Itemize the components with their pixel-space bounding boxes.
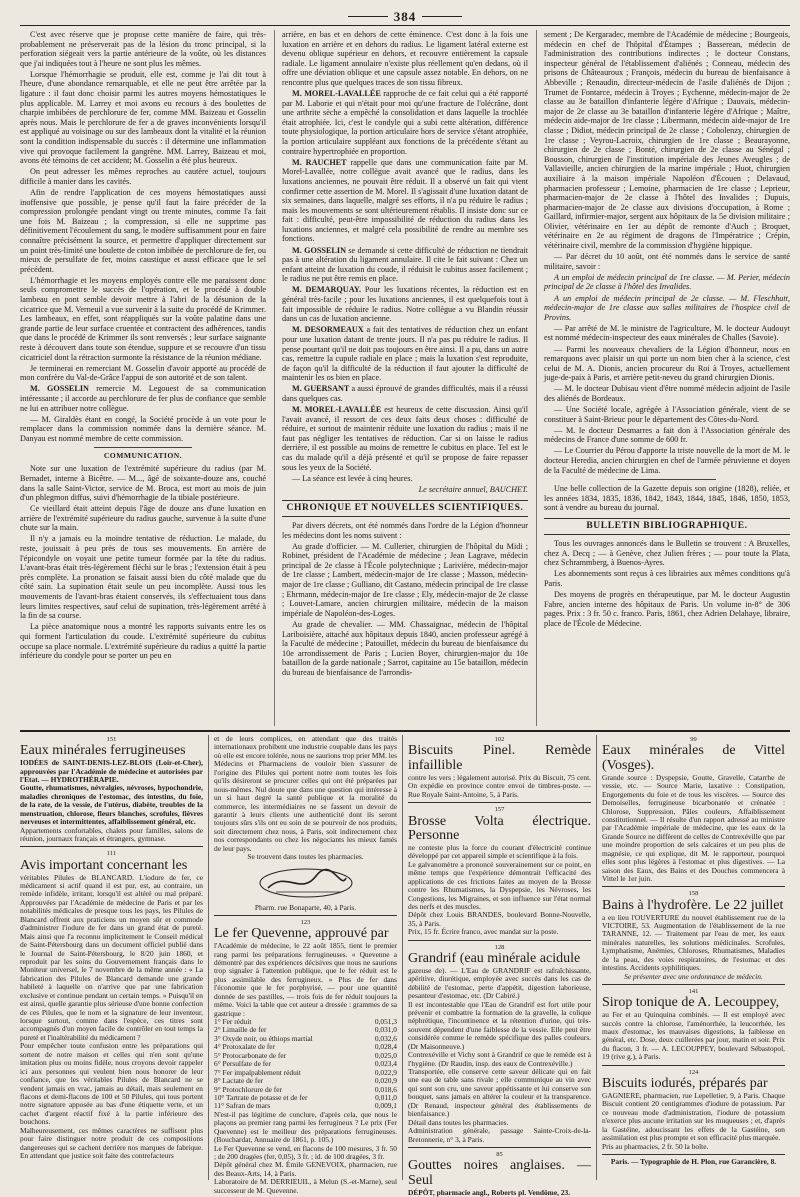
ad-body: GAGNIERE, pharmacien, rue Lepelletier, 9, à Paris. Chaque Biscuit contient 20 centigrammes d'iodure de potassium. Par ce nouveau mode d'administration, l'iodure de potassium n'exerce plus aucune irritation sur les muqueuses ; et, d'après la Gastéine, adoucissant les effets de la Gastéine, son assimilation est plus prompte et son efficacité plus marquée.	[602, 1090, 785, 1143]
paragraph: — Parmi les nouveaux chevaliers de la Légion d'honneur, nous en remarquons avec plaisir un qui porte un nom bien cher à la science, c'est celui de M. A. Dionis, ancien procureur du Roi à Troyes, actuellement juge-de-paix à Paris, et arrière petit-neveu du grand chirurgien Dionis.	[544, 344, 790, 383]
paragraph: Au grade d'officier. — M. Cullerier, chirurgien de l'hôpital du Midi ; Robinet, président de l'Académie de médecine ; Jean Lagrave, médecin principal de 2e classe à l'École polytechnique ; Larivière, médecin-major de 1re classe ; Lambert, médecin-major de 1re classe ; Masson, médecin-major de 1re classe ; Gulliano, dit Castano, médecin principal de 1re classe ; Ehrmann, médecin-major de 1re classe ; Ely, médecin-major de 2e classe ; Louvet-Lamare, ancien chirurgien militaire, médecin de la maison impériale de Napoléon-des-Loges.	[282, 541, 528, 618]
ad-body: Contrexéville et Vichy sont à Grandrif ce que le remède est à l'hygiène. (Dr Raudin, insp. des eaux de Contrexéville.)	[408, 1050, 591, 1068]
paragraph: — Le Courrier du Pérou d'apporte la triste nouvelle de la mort de M. le docteur Heredia, ancien chirurgien en chef de l'armée péruvienne et doyen de la Faculté de médecine de Lima.	[544, 446, 790, 475]
row-label: 4° Protoxalate de fer	[214, 1042, 276, 1052]
ad-body: Malheureusement, ces mêmes caractères ne suffisent plus pour faire distinguer notre produit de ces compositions dangereuses qui se cachent derrière nos marques de fabrique. En attendant que justice soit faite des contrefacteurs	[20, 1125, 203, 1160]
row-value: 0,011,0	[375, 1092, 397, 1102]
ad-number: 141	[688, 988, 699, 996]
ad-body: Prix, 15 fr. Écrire franco, avec mandat sur la poste.	[408, 927, 559, 937]
header-rule-right	[422, 16, 462, 17]
column-1	[20, 30, 266, 726]
ad-separator	[408, 1147, 591, 1148]
ad-title: Gouttes noires anglaises. — Seul	[408, 1158, 591, 1189]
ad-column-3	[402, 735, 596, 1197]
divider	[618, 479, 716, 480]
paragraph	[282, 158, 528, 244]
ad-body: l'Académie de médecine, le 22 août 1855, tient le premier rang parmi les préparations ferrugineuses. « Quevenne a démontré par des expériences décisives que nous ne saurions trop signaler à l'attention publique, que le fer réduit est le plus assimilable des ferrugineux. » Plus de fer dans l'économie que le fer porphyrisé, — pour une quantité donnée de ses pastilles, — trois fois de fer réduit toujours la même. Voici la table que cet auteur a dressée : grammes de sa gastrique :	[214, 941, 397, 1018]
ad-title: Eaux minérales de Vittel (Vosges).	[602, 743, 785, 774]
ad-body: Goutte, rhumatismes, névralgies, névroses, hypochondrie, maladies chroniques de l'estomac, des intestins, du foie, de la rate, de la vessie, de l'utérus, diabète, troubles de la menstruation, chlorose, fleurs blanches, scrofules, fièvres nerveuses et intermittentes, affaiblissement général, etc.	[20, 783, 203, 827]
speaker-name: M. MOREL-LAVALLÉE	[292, 405, 382, 415]
speaker-text: Pour les luxations récentes, la réduction est en général très-facile ; pour les luxations anciennes, il est quelquefois tout à fait impossible de réduire le radius. Notre collègue a vu Blandin réussir dans un cas de luxation ancienne.	[282, 285, 528, 324]
divider	[94, 447, 192, 448]
ad-separator	[408, 940, 591, 941]
ad-body: Laboratoire de M. DERRIEUIL, à Melun (S.-et-Marne), seul successeur de M. Quevenne.	[214, 1177, 397, 1195]
ad-column-4	[596, 735, 790, 1180]
ad-body: véritables Pilules de BLANCARD. L'iodure de fer, ce médicament si actif quand il est pur, est, au contraire, un remède infidèle, irritant, lorsqu'il est altéré ou mal préparé. Approuvées par l'Académie de médecine de Paris et par les notabilités médicales de presque tous les pays, les Pilules de Blancard offrent aux praticiens un moyen sûr et commode d'administrer l'iodure de fer dans un grand état de pureté. Mais ainsi que l'a reconnu implicitement le Conseil médical de Saint-Pétersbourg dans un document officiel publié dans le Journal de Saint-Pétersbourg, le 8/20 juin 1860, et reproduit par les soins du Gouvernement français dans le Moniteur universel, le 7 novembre de la même année : « La fabrication des Pilules de Blancard demande une grande habileté à laquelle on n'arrive que par une fabrication exclusive et continue pendant un certain temps. » Puisqu'il en est ainsi, quelle garantie plus sérieuse d'une bonne confection de ces Pilules, que le nom et la signature de leur inventeur, lorsque surtout, comme dans l'espèce, ces titres sont accompagnés d'un moyen facile de contrôler en tout temps la pureté et l'inaltérabilité du médicament ?	[20, 872, 203, 1042]
row-value: 0,032,6	[374, 1033, 397, 1043]
ad-body: et de leurs complices, en attendant que des traités internationaux prohibent une industrie coupable dans les pays où elle est encore tolérée, nous ne saurions trop prier MM. les Médecins et Pharmaciens de vouloir bien s'assurer de l'origine des Pilules qui portent notre nom toutes les fois qu'ils désireront se procurer celles qui ont été préparées par nous-mêmes. Nul doute que dans une question qui intéresse à un si haut degré la santé publique et la moralité du commerce, les intermédiaires ne se fassent un devoir de garantir à leurs clients une authenticité dont ils seront toujours sûrs s'ils ont eu soin de se pourvoir de nos produits, soit directement chez nous, à Paris, soit indirectement chez nos correspondants ou chez les négociants les mieux famés de leur pays.	[214, 734, 397, 853]
ad-body: Administration générale, passage Sainte-Croix-de-la-Bretonnerie, n° 3, à Paris.	[408, 1126, 591, 1144]
ad-body: Détail dans toutes les pharmacies.	[408, 1117, 509, 1127]
row-value: 0,025,0	[374, 1050, 397, 1060]
paragraph: Tous les ouvrages annoncés dans le Bulletin se trouvent : A Bruxelles, chez A. Decq ; — à Genève, chez Julien frères ; — pour toute la Plata, chez Schrammberg, à Buenos-Ayres.	[544, 539, 790, 568]
article-columns	[20, 30, 790, 726]
ad-fer-quevenne	[214, 927, 397, 1195]
ad-body: DÉPÔT, pharmacie angl., Roberts pl. Vendôme, 23.	[408, 1187, 571, 1197]
ad-brosse-volta	[408, 815, 591, 937]
header-rule-left	[348, 16, 388, 17]
advertisements	[20, 730, 790, 1197]
ad-title: Brosse Volta électrique. Personne	[408, 813, 591, 844]
section-title: CHRONIQUE ET NOUVELLES SCIENTIFIQUES.	[282, 500, 528, 517]
paragraph: C'est avec réserve que je propose cette manière de faire, qui très-probablement ne préserverait pas de la lésion du tronc principal, si la perforation siégeait vers la partie antérieure de la voûte, où les distances que j'ai indiquées tout à l'heure ne sont plus les mêmes.	[20, 30, 266, 68]
paragraph: — Une Société locale, agrégée à l'Association générale, vient de se constituer à Saint-Brieuc pour le département des Côtes-du-Nord.	[544, 405, 790, 424]
row-value: 0,020,9	[374, 1076, 397, 1086]
ad-number: 158	[688, 890, 699, 898]
ad-footer: Appartements confortables, chalets pour familles, salons de réunion, journaux français et étrangers, gymnase.	[20, 825, 203, 844]
signature-stamp	[214, 866, 397, 900]
paragraph	[282, 285, 528, 323]
paragraph: — M. le docteur Dubisau vient d'être nommé médecin adjoint de l'asile des aliénés de Bordeaux.	[544, 384, 790, 403]
paragraph: A un emploi de médecin principal de 2e classe. — M. Fleschhutt, médecin-major de 1re classe aux salles militaires de l'hospice civil de Provins.	[544, 293, 790, 322]
row-value: 0,023,4	[374, 1059, 397, 1069]
ad-biscuits-pinel	[408, 744, 591, 799]
ad-number: 123	[300, 919, 311, 926]
ad-body: Pour empêcher toute confusion entre les préparations qui sortent de notre maison et celles qui n'en sont qu'une imitation plus ou moins fidèle, nous croyons devoir rappeler ici aux personnes qui veulent bien nous honorer de leur confiance, que les véritables Pilules de Blancard ne se vendent jamais en vrac, jamais au détail, mais seulement en flacons et demi-flacons de 100 et 50 Pilules, qui tous portent notre signature apposée au bas d'une étiquette verte, et un cachet d'argent réactif fixé à la partie inférieure des bouchons.	[20, 1041, 203, 1127]
paragraph: — La séance est levée à cinq heures.	[292, 473, 413, 483]
section-heading: COMMUNICATION.	[103, 451, 183, 461]
page-number: 384	[393, 8, 417, 24]
paragraph: Par divers décrets, ont été nommés dans l'ordre de la Légion d'honneur les médecins dont les noms suivent :	[282, 521, 528, 540]
row-label: 9° Protochlorure de fer	[214, 1084, 283, 1094]
row-label: 5° Protocarbonate de fer	[214, 1050, 287, 1060]
ad-column-1	[20, 735, 208, 1180]
ad-gouttes-noires	[408, 1159, 591, 1197]
ad-title: Grandrif (eau minérale acidule	[408, 951, 581, 967]
ad-body: Dépôt général chez M. Émile GENEVOIX, pharmacien, rue des Beaux-Arts, 14, à Paris.	[214, 1160, 397, 1178]
speaker-name: M. DESORMEAUX	[292, 325, 364, 335]
paragraph: — Par arrêté de M. le ministre de l'agriculture, M. le docteur Audouyt est nommé médecin-inspecteur des eaux minérales de Challes (Savoie).	[544, 323, 790, 343]
speaker-text: a fait des tentatives de réduction chez un enfant pour une luxation datant de trente jours. Il n'a pas pu réduire le radius. Il pense pourtant qu'il ne doit pas toujours en être ainsi. Il a pu, dans un autre cas, remettre la cupule radiale en place ; mais la luxation s'est reproduite, de façon qu'il la difficulté de la réduction il faut ajouter la difficulté de maintenir les os bien en place.	[282, 325, 528, 383]
ad-pilules-blancard	[20, 859, 203, 1161]
speaker-name: M. GUERSANT	[292, 384, 350, 394]
ad-number: 124	[688, 1068, 699, 1076]
signature-stamp-icon	[246, 866, 366, 900]
ad-body: contre les vers ; légalement autorisé. Prix du Biscuit, 75 cent. On expédie en province contre envoi de timbres-poste. — Rue Royale Saint-Antoine, 5, à Paris.	[408, 772, 591, 799]
running-header	[20, 8, 790, 26]
ad-body: N'est-il pas légitime de conclure, d'après cela, que nous le plaçons au premier rang parmi les ferrugineux ? Le prix (Fer Quevenne) est le meilleur des préparations ferrugineuses. (Bouchardat, Annuaire de 1861, p. 105.)	[214, 1109, 397, 1145]
paragraph	[282, 246, 528, 284]
secretary-signature: Le secrétaire annuel, BAUCHET.	[418, 485, 528, 495]
ad-title: Sirop tonique de A. Lecouppey,	[602, 995, 780, 1011]
speaker-text: est heureux de cette discussion. Ainsi qu'il l'avait avancé, il ressort de ces deux faits deux choses : difficulté de réduire, et surtout de maintenir réduite une luxation du radius ; mais il ne faut pas négliger les tentatives de réduction. Car si on laisse le radius derrière, il est possible au moins de remettre le cubitus en place. Tel est le cas du malade qu'il a déjà présenté et qu'il se propose de faire repasser sous les yeux de la Société.	[282, 405, 528, 472]
row-value: 0,009,1	[374, 1101, 397, 1111]
row-label: 10° Tartrate de potasse et de fer	[214, 1092, 308, 1102]
ad-separator	[602, 1154, 785, 1155]
ad-eaux-ferrugineuses	[20, 744, 203, 843]
ad-separator	[408, 802, 591, 803]
paragraph: — Par décret du 10 août, ont été nommés dans le service de santé militaire, savoir :	[544, 252, 790, 271]
section-title: BULLETIN BIBLIOGRAPHIQUE.	[544, 518, 790, 535]
ad-eaux-vittel	[602, 744, 785, 883]
ad-sirop-lecouppey	[602, 996, 785, 1061]
ad-number: 111	[106, 850, 117, 858]
ad-body: au Fer et au Quinquina combinés. — Il est employé avec succès contre la chlorose, l'aménorrhée, la leucorrhée, les maux d'estomac, les mauvaises digestions, la faiblesse en général, etc. Dose, deux cuillerées par jour, matin et soir. Prix du flacon, 3 fr. — A. LECOUPPEY, boulevard Sébastopol, 19 (rive g.), à Paris.	[602, 1010, 785, 1062]
speaker-name: M. GOSSELIN	[30, 384, 89, 394]
paragraph: Note sur une luxation de l'extrémité supérieure du radius (par M. Bernadet, interne à Bicêtre. — M..., âgé de soixante-douze ans, couché dans la salle Saint-Victor, service de M. Broca, est mort au mois de juin d'un phlegmon diffus, suivi d'hémorrhagie de la tibiale postérieure.	[20, 464, 266, 503]
paragraph	[282, 405, 528, 472]
ad-body: gazeuse de). — L'Eau de GRANDRIF est rafraîchissante, apéritive, diurétique, employée avec succès dans les cas de débilité de l'estomac, perte d'appétit, digestion laborieuse, pesanteur d'estomac, etc. (Dr Cabiré.)	[408, 965, 591, 1001]
ad-number: 99	[690, 736, 697, 743]
paragraph: — M. Giraldès étant en congé, la Société procède à un vote pour le remplacer dans la commission nommée dans la dernière séance. M. Danyau est nommé membre de cette commission.	[20, 414, 266, 443]
row-label: 1° Fer réduit	[214, 1017, 252, 1027]
ad-body: Dépôt chez Louis BRANDES, boulevard Bonne-Nouvelle, 35, à Paris.	[408, 910, 591, 928]
quevenne-table	[214, 1018, 397, 1111]
row-label: 7° Fer impalpablement réduit	[214, 1067, 301, 1077]
paragraph: Les abonnements sont reçus à ces librairies aux mêmes conditions qu'à Paris.	[544, 569, 790, 588]
ad-title: Bains à l'hydrofère. Le 22 juillet	[602, 897, 784, 913]
speaker-name: M. MOREL-LAVALLÉE	[292, 89, 381, 99]
ad-body: ne conteste plus la force du courant d'électricité continue développé par cet appareil simple et scientifique à la fois.	[408, 842, 591, 861]
paragraph: A un emploi de médecin principal de 1re classe. — M. Perier, médecin principal de 2e classe à l'hôtel des Invalides.	[544, 272, 790, 292]
printer-imprint: Paris. — Typographie de H. Plon, rue Garancière, 8.	[610, 1156, 777, 1166]
paragraph: Une belle collection de la Gazette depuis son origine (1828), reliée, et les années 1834, 1835, 1836, 1842, 1843, 1844, 1845, 1846, 1850, 1853, sont à vendre au bureau du journal.	[544, 484, 790, 513]
paragraph: Lorsque l'hémorrhagie se produit, elle est, comme je l'ai dit tout à l'heure, d'une abondance remarquable, et elle ne peut être arrêtée par la ligature : il faut donc choisir parmi les autres moyens hémostatiques le plus applicable. M. Larrey et moi avons eu recours à des boulettes de charpie imbibées de perchlorure de fer, comme MM. Baizeau et Gosselin après nous. Mais le perchlorure de fer a de graves inconvénients lorsqu'il est appliqué au voisinage ou sur des lambeaux dont la vitalité et la réunion sont la condition indispensable du succès : il détermine une inflammation vive qui provoque facilement la gangrène. MM. Larrey, Baizeau et moi, avons été témoins de cet accident; M. Gosselin a été plus heureux.	[20, 69, 266, 166]
ad-separator	[20, 846, 203, 847]
paragraph: sement ; De Kergaradec, membre de l'Académie de médecine ; Bourgeois, médecin en chef de l'hôpital d'Étampes ; Basserean, médecin de l'administration des contributions indirectes ; le docteur Constans, inspecteur général de l'établissement d'aliénés ; Conneau, médecin des prisons de Châteauroux ; François, médecin du bureau de bienfaisance à Abbeville ; Renaudin, directeur-médecin de l'asile d'aliénés de Dijon ; Trumet de Fontarce, médecin à Troyes ; Eychenne, médecin-major de 2e classe au 3e bataillon d'infanterie légère d'Afrique ; Dauvais, médecin-major de 2e classe au 3e bataillon d'infanterie légère d'Afrique ; Maître, médecin aide-major de 1re classe ; Libermann, médecin aide-major de 1re classe ; Didiot, médecin principal de 2e classe ; Cobolenzy, chirurgien de 1re classe ; Veyrou-Lacroix, chirurgien de 1re classe ; Beaurayonne, chirurgien de 2e classe ; Bonté, chirurgien de 2e classe au Sénégal ; Bousson, chirurgien de l'institution impériale des Jeunes Aveugles ; de Vallavieille, ancien chirurgien de la marine impériale ; Huot, chirurgien auxiliaire à la maison impériale Napoléon d'Écouen ; Delavaud, pharmacien professeur ; Lemoine, pharmacien de 1re classe ; Leprieur, pharmacien-major de 2e classe à l'hôtel des Invalides ; Dupuis, pharmacien-major de 2e classe aux divisions d'occupation, à Rome ; Gaillard, infirmier-major, sergent aux hôpitaux de la 5e division militaire ; Olivier, vétérinaire en 1er au dépôt de remonte d'Auch ; Broquet, vétérinaire en 2e au régiment de dragons de l'Impératrice ; Crépin, vétérinaire civil, membre de la commission d'hygiène hippique.	[544, 30, 790, 251]
paragraph: Afin de rendre l'application de ces moyens hémostatiques aussi inoffensive que possible, je pense qu'il faut la faire précéder de la compression prolongée pendant vingt ou trente minutes, comme l'a fait une fois M. Baizeau ; la compression, si elle ne supprime pas définitivement l'écoulement du sang, le modère suffisamment pour en faire connaître précisément la source, et permettre d'appliquer directement sur un point très-limité une boulette de coton imbibée de perchlorure de fer, ou mieux de persulfate de fer, moins caustique et aussi efficace que le sel précédent.	[20, 188, 266, 274]
ad-column-2	[208, 734, 402, 1195]
row-value: 0,028,4	[374, 1042, 397, 1052]
paragraph: — M. le docteur Desmarres a fait don à l'Association générale des médecins de France d'une somme de 600 fr.	[544, 425, 790, 445]
ad-separator	[602, 886, 785, 887]
ad-number: 128	[494, 943, 505, 951]
row-value: 0,051,3	[374, 1017, 397, 1027]
paragraph: On peut adresser les mêmes reproches au cautère actuel, toujours difficile à manier dans les cavités.	[20, 167, 266, 186]
ad-title: Eaux minérales ferrugineuses	[20, 743, 186, 759]
speaker-text: se demande si cette difficulté de réduction ne tiendrait pas à une altération du ligament annulaire. Il cite le fait suivant : Chez un enfant atteint de luxation du coude, il réduisit le cubitus assez facilement ; le radius ne put être remis en place.	[282, 245, 528, 284]
paragraph	[282, 325, 528, 383]
speaker-text: rappelle que dans une communication faite par M. Morel-Lavallée, notre collègue avait avancé que le radius, dans les luxations anciennes, ne pouvait être réduit. Il a observé un fait qui vient confirmer cette assertion de M. Morel. Il s'agissait d'une luxation datant de six semaines, dans laquelle, malgré ses efforts, il n'a pu réduire le radius ; mais les mouvements se sont ultérieurement rétablis. Il insiste donc sur ce fait : difficulté, peut-être impossibilité de réduction du radius dans les luxations anciennes, et malgré cela possibilité de rendre au membre ses fonctions.	[282, 157, 528, 244]
ad-footer: Se présenter avec une ordonnance de médecin.	[624, 971, 763, 981]
speaker-name: M. RAUCHET	[292, 157, 347, 167]
speaker-name: M. DEMARQUAY.	[292, 285, 362, 295]
row-label: 11° Safran de mars	[214, 1101, 271, 1111]
row-value: 0,018,6	[374, 1084, 397, 1094]
ad-separator	[602, 984, 785, 985]
ad-body: Pris au pharmacies, 2 fr. 50 la boîte.	[602, 1141, 709, 1151]
row-label: 3° Oxyde noir, ou éthiops martial	[214, 1033, 313, 1043]
ad-blancard-continued	[214, 735, 397, 912]
ad-separator	[602, 1065, 785, 1066]
ad-footer: Se trouvent dans toutes les pharmacies.	[247, 852, 364, 862]
ad-title: Biscuits iodurés, préparés par	[602, 1076, 768, 1092]
paragraph: arrière, en bas et en dehors de cette éminence. C'est donc à la fois une luxation en arrière et en dehors du radius. Le ligament latéral externe est devenu oblique supérieur en dehors, et recouvre entièrement la capsule radiale. Le ligament annulaire n'existe plus réellement qu'en dedans, où il offre une déviation oblique et une capsule assez notable. En dehors, on ne rencontre plus que quelques traces de son tissu fibreux.	[282, 30, 528, 87]
ad-title: Le fer Quevenne, approuvé par	[214, 926, 389, 942]
ad-body: Le Fer Quevenne se vend, en flacons de 100 mesures, 3 fr. 50 ; de 200 dragées (fer, 0,05), 3 fr. ; id. de 100 dragées, 3 fr.	[214, 1143, 397, 1162]
ad-separator	[214, 915, 397, 916]
column-3	[536, 30, 790, 726]
row-value: 0,022,9	[374, 1067, 397, 1077]
paragraph	[282, 384, 528, 403]
speaker-name: M. GOSSELIN	[292, 245, 346, 255]
ad-body: a eu lieu l'OUVERTURE du nouvel établissement rue de la VICTOIRE, 53. Augmentation de l'établissement de la rue TARANNE, 12. — Traitement par l'eau de mer, les eaux minérales naturelles, les solutions médicinales. Scrofules, Lymphatisme, Anémies, Chloroses, Rhumatismes, Maladies de la peau, des voies respiratoires, de l'estomac et des intestins. Accidents syphilitiques.	[602, 912, 785, 973]
paragraph	[282, 89, 528, 156]
ad-number: 85	[496, 1150, 503, 1158]
paragraph: La pièce anatomique nous a montré les rapports suivants entre les os qui forment l'articulation du coude. L'extrémité supérieure du cubitus occupe sa place normale. L'extrémité supérieure du radius a quitté la partie inférieure du condyle pour se porter un peu en	[20, 622, 266, 661]
ad-biscuits-iodures	[602, 1077, 785, 1151]
row-label: 6° Persulfate de fer	[214, 1059, 271, 1069]
column-2	[274, 30, 528, 726]
ad-address: Pharm. rue Bonaparte, 40, à Paris.	[254, 902, 357, 912]
ad-title: Biscuits Pinel. Remède infaillible	[408, 743, 591, 774]
ad-body: Le galvanomètre a prononcé souverainement sur ce point, en même temps que l'expérience démontrait l'efficacité des applications de ces frictions faites au moyen de la Brosse contre les Rhumatismes, la Dyspepsie, les Névroses, les Congestions, les Migraines, et son influence sur l'état normal des nerfs et des muscles.	[408, 859, 591, 911]
row-value: 0,031,0	[374, 1025, 397, 1035]
ad-body: Il est incontestable que l'Eau de Grandrif est fort utile pour prévenir et combattre la formation de la gravelle, la colique néphrétique, l'incontinence et la rétention d'urine, qui très-souvent dépendent d'une faiblesse de la vessie. Elle peut être considérée comme le remède spécifique des palles couleurs. (Dr Maisonneuve.)	[408, 999, 591, 1051]
ad-bains-hydrofere	[602, 899, 785, 981]
speaker-text: a aussi éprouvé de grandes difficultés, mais il a réussi dans quelques cas.	[282, 384, 528, 403]
ad-number: 102	[494, 736, 505, 743]
paragraph: Il n'y a jamais eu la moindre tentative de réduction. Le malade, du reste, jouissait à peu près de tous ses mouvements. En arrière de l'épicondyle on voyait une petite tumeur formée par la tête du radius. L'avant-bras était très-légèrement fléchi sur le bras ; l'extension était à peu près complète. La pronation se faisait aussi bien du côté malade que du côté sain. La supination était seule un peu incomplète. Aussi tous les mouvements de l'avant-bras étaient conservés, ils s'effectuaient tous dans leurs limites respectives, sauf celui de supination, très-légèrement arrêté à la fin de sa course.	[20, 534, 266, 621]
paragraph: Au grade de chevalier. — MM. Chassaignac, médecin de l'hôpital Lariboisière, attaché aux hôpitaux depuis 1840, ancien professeur agrégé à la Faculté de médecine ; Patouillet, médecin du bureau de bienfaisance du 10e arrondissement de Paris ; Lucien Boyer, chirurgien-major du 10e bataillon de la garde nationale ; Sarrot, capitaine au 15e bataillon, médecin du bureau de bienfaisance de l'arrondis-	[282, 619, 528, 677]
paragraph: L'hémorrhagie et les moyens employés contre elle me paraissent donc seuls compromettre le succès de l'opération, et le procédé à double lambeau en pont semble devoir mettre à l'abri de la désunion de la cicatrice que M. Verneuil a vue survenir à la suite du procédé de Krimmer. Les lambeaux, en effet, sont réappliqués sur la voûte palatine dans une grande partie de leur surface cruentée et contractent des adhérences, tandis que dans le procédé de Krimmer ils sont renversés ; leur surface saignante reste à découvert dans toute son étendue, suppure et se recouvre d'un tissu cicatriciel dont la rétraction surmonte la résistance de la réunion médiane.	[20, 275, 266, 362]
ad-body: Transportée, elle conserve cette saveur délicate qui en fait une eau de table sans rivale ; elle communique au vin avec qui sont son cru, une saveur appétissante et lui conserve son bouquet, sans jamais en altérer la couleur et la transparence. (Dr Renaud, inspecteur général des établissements de bienfaisance.)	[408, 1067, 591, 1119]
paragraph: Je terminerai en remerciant M. Gosselin d'avoir apporté au procédé de mon confrère du Val-de-Grâce l'appui de son autorité et de son talent.	[20, 363, 266, 383]
ad-number: 157	[494, 806, 505, 814]
speaker-text: remercie M. Legouest de sa communication intéressante ; il accorde au perchlorure de fer plus de confiance que semble ne lui en attribuer notre collègue.	[20, 384, 267, 413]
ad-title: Avis important concernant les	[20, 857, 188, 873]
paragraph: Ce vieillard était atteint depuis l'âge de douze ans d'une luxation en arrière de l'extrémité supérieure du radius gauche, survenue à la suite d'une chute sur la main.	[20, 504, 266, 533]
paragraph: Des moyens de progrès en thérapeutique, par M. le docteur Augustin Fabre, ancien interne des hôpitaux de Paris. Un volume in-8° de 306 pages. Prix : 3 fr. 50 c. franco. Paris, 1861, chez Adrien Delahaye, libraire, place de l'École de Médecine.	[544, 590, 790, 628]
row-label: 2° Limaille de fer	[214, 1025, 267, 1035]
ad-body: Grande source : Dyspepsie, Goutte, Gravelle, Catarrhe de vessie, etc. — Source Marie, laxative : Constipation, Engorgements du foie et de tous les viscères. — Source des Demoiselles, ferrugineuse bicarbonatée et crénatée : Chlorose, Suppression, Pâles couleurs, Affaiblissement constitutionnel. — Il résulte d'un rapport adressé au ministre par l'Académie impériale de médecine, que les eaux de la Grande Source ne diffèrent de celles de Contrexéville que par une moindre proportion de sels calcaires et un peu plus de magnésie, ce qui explique, dit M. le rapporteur, pourquoi elles sont plus légères à l'estomac et plus digestives. — La saison des Eaux, des Bains et des Douches commencera à Vittel le 1er juin.	[602, 772, 785, 884]
paragraph	[20, 384, 266, 413]
ad-subtitle: IODÉES de SAINT-DENIS-LEZ-BLOIS (Loir-et-Cher), approuvées par l'Académie de médecine et autorisées par l'Etat. — HYDROTHÉRAPIE.	[20, 758, 203, 784]
row-label: 8° Lactate de fer	[214, 1076, 264, 1086]
ad-grandrif	[408, 952, 591, 1144]
ad-number: 151	[106, 736, 117, 743]
speaker-text: rapproche de ce fait celui qui a été rapporté par M. Laborie et qui n'était pour moi qu'une fracture de l'olécrâne, dont une arthrite sèche a empêché la consolidation et dans laquelle la trochlée était atrophiée. Ici, c'est le condyle qui a subi cette altération, différence toute physiologique, la portion articulaire hors de service s'étant atrophiée, la portion articulaire suppléant aux fonctions de la précédente s'étant au contraire hypertrophiée en proportion.	[282, 89, 528, 156]
